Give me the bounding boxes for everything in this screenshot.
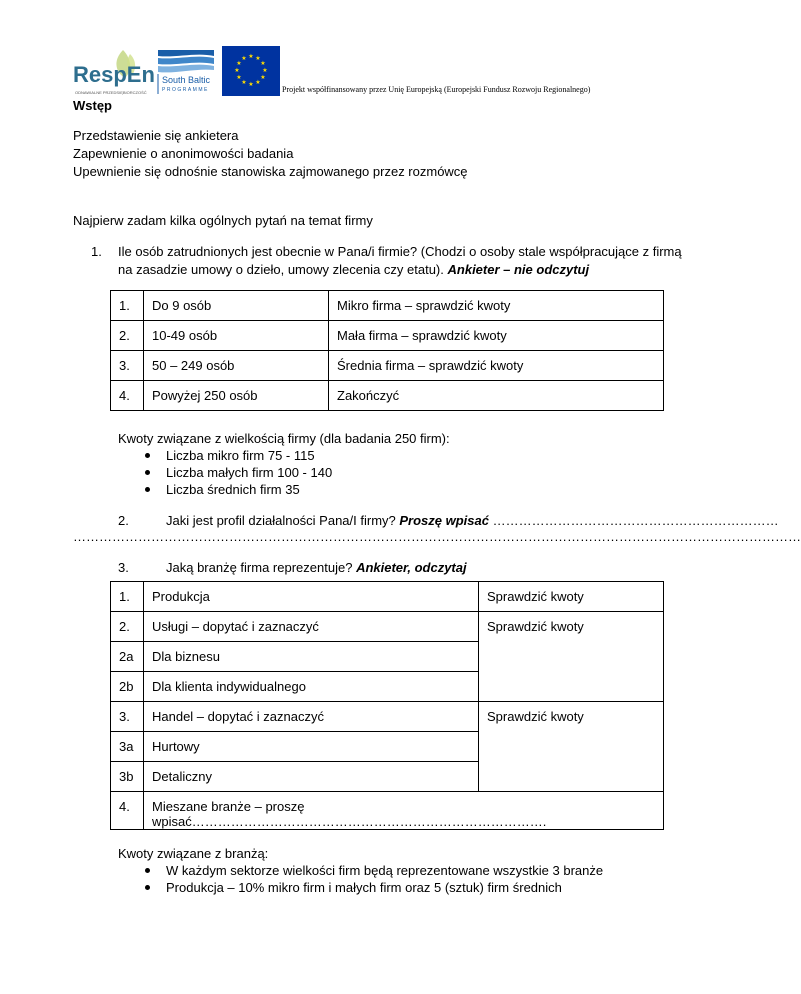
respen-logo (73, 46, 155, 98)
table-row (111, 582, 664, 612)
table-cell: 3a (111, 732, 144, 762)
svg-text:★: ★ (241, 79, 247, 86)
q3-quota-list (166, 862, 603, 896)
table-cell: Mała firma – sprawdzić kwoty (329, 321, 664, 351)
table-cell: Do 9 osób (144, 291, 329, 321)
table-cell: Usługi – dopytać i zaznaczyć (144, 612, 479, 642)
svg-text:★: ★ (236, 74, 242, 81)
table-cell: Hurtowy (144, 732, 479, 762)
q3-quota-title: Kwoty związane z branżą: (118, 846, 269, 861)
table-cell: Sprawdzić kwoty (479, 612, 664, 702)
q2-question (166, 513, 779, 528)
svg-text:★: ★ (260, 74, 266, 81)
table-cell: 1. (111, 582, 144, 612)
table-cell: Powyżej 250 osób (144, 381, 329, 411)
table-cell: 2a (111, 642, 144, 672)
svg-text:★: ★ (236, 60, 242, 67)
table-cell: Sprawdzić kwoty (479, 702, 664, 792)
q2-instruction: Proszę wpisać (399, 513, 489, 528)
table-cell: Dla biznesu (144, 642, 479, 672)
svg-text:★: ★ (255, 79, 261, 86)
table-cell: 4. (111, 381, 144, 411)
table-cell: 3. (111, 702, 144, 732)
q2-answer-dots: ………………………………………………………… (492, 513, 779, 528)
table-cell: Sprawdzić kwoty (479, 582, 664, 612)
svg-text:PROGRAMME: PROGRAMME (162, 87, 209, 93)
table-row (111, 792, 664, 830)
svg-text:★: ★ (234, 67, 240, 74)
q2-text: Jaki jest profil działalności Pana/I firmy? (166, 513, 396, 528)
list-item: Liczba małych firm 100 - 140 (166, 465, 333, 480)
q1-text-line2: na zasadzie umowy o dzieło, umowy zlecenia czy etatu). (118, 262, 444, 277)
table-cell: Mieszane branże – proszę wpisać………………………………………………………………………. (144, 792, 664, 830)
list-item: Liczba mikro firm 75 - 115 (166, 447, 332, 464)
q1-quota-title: Kwoty związane z wielkością firmy (dla badania 250 firm): (118, 431, 450, 446)
table-cell: Handel – dopytać i zaznaczyć (144, 702, 479, 732)
table-cell: 1. (111, 291, 144, 321)
table-cell: 3b (111, 762, 144, 792)
table-cell: 50 – 249 osób (144, 351, 329, 381)
intro-line: Zapewnienie o anonimowości badania (73, 146, 294, 161)
intro-line: Przedstawienie się ankietera (73, 128, 239, 143)
project-funding-note: Projekt współfinansowany przez Unię Europejską (Europejski Fundusz Rozwoju Regionalnego) (282, 85, 591, 94)
q3-instruction: Ankieter, odczytaj (356, 560, 467, 575)
q1-text: Ile osób zatrudnionych jest obecnie w Pana/i firmie? (Chodzi o osoby stale współpracujące z firmą (118, 244, 682, 259)
q1-instruction: Ankieter – nie odczytuj (447, 262, 590, 277)
table-cell: Dla klienta indywidualnego (144, 672, 479, 702)
list-item: Liczba średnich firm 35 (166, 481, 332, 498)
q3-number: 3. (118, 560, 129, 575)
svg-text:South Baltic: South Baltic (162, 75, 211, 85)
intro-lead: Najpierw zadam kilka ogólnych pytań na temat firmy (73, 213, 373, 228)
table-row (111, 351, 664, 381)
table-row (111, 702, 664, 732)
table-row (111, 291, 664, 321)
q1-quota-list (166, 447, 332, 498)
list-item: W każdym sektorze wielkości firm będą reprezentowane wszystkie 3 branże (166, 863, 604, 878)
table-cell: Produkcja (144, 582, 479, 612)
q3-text: Jaką branżę firma reprezentuje? (166, 560, 353, 575)
table-cell: 3. (111, 351, 144, 381)
respen-logo-text: RespEn (73, 62, 155, 87)
table-cell: Mikro firma – sprawdzić kwoty (329, 291, 664, 321)
table-row (111, 381, 664, 411)
table-cell: 2b (111, 672, 144, 702)
q2-answer-line: …………………………………………………………………………………………………………………………………………………… (73, 529, 801, 544)
table-cell: 2. (111, 612, 144, 642)
svg-text:★: ★ (255, 55, 261, 62)
svg-text:ODNAWIALNE PRZEDSIĘBIORCZOŚĆ: ODNAWIALNE PRZEDSIĘBIORCZOŚĆ (75, 90, 147, 95)
q1-text-cont (118, 262, 589, 277)
svg-text:★: ★ (262, 67, 268, 74)
eu-flag-logo (222, 46, 280, 96)
table-cell: Detaliczny (144, 762, 479, 792)
q3-table (110, 581, 664, 830)
q3-question (166, 560, 467, 575)
q1-number: 1. (91, 244, 102, 259)
table-row (111, 321, 664, 351)
intro-line: Upewnienie się odnośnie stanowiska zajmowanego przez rozmówcę (73, 164, 468, 179)
table-cell: Średnia firma – sprawdzić kwoty (329, 351, 664, 381)
svg-text:★: ★ (241, 55, 247, 62)
table-cell: Zakończyć (329, 381, 664, 411)
south-baltic-logo (156, 46, 216, 96)
q2-number: 2. (118, 513, 129, 528)
table-cell: 4. (111, 792, 144, 830)
svg-text:★: ★ (260, 60, 266, 67)
svg-text:★: ★ (248, 53, 254, 60)
svg-text:★: ★ (248, 81, 254, 88)
list-item: Produkcja – 10% mikro firm i małych firm oraz 5 (sztuk) firm średnich (166, 879, 603, 896)
table-cell: 2. (111, 321, 144, 351)
table-cell: 10-49 osób (144, 321, 329, 351)
q1-table (110, 290, 664, 411)
intro-heading: Wstęp (73, 98, 112, 113)
table-row (111, 612, 664, 642)
